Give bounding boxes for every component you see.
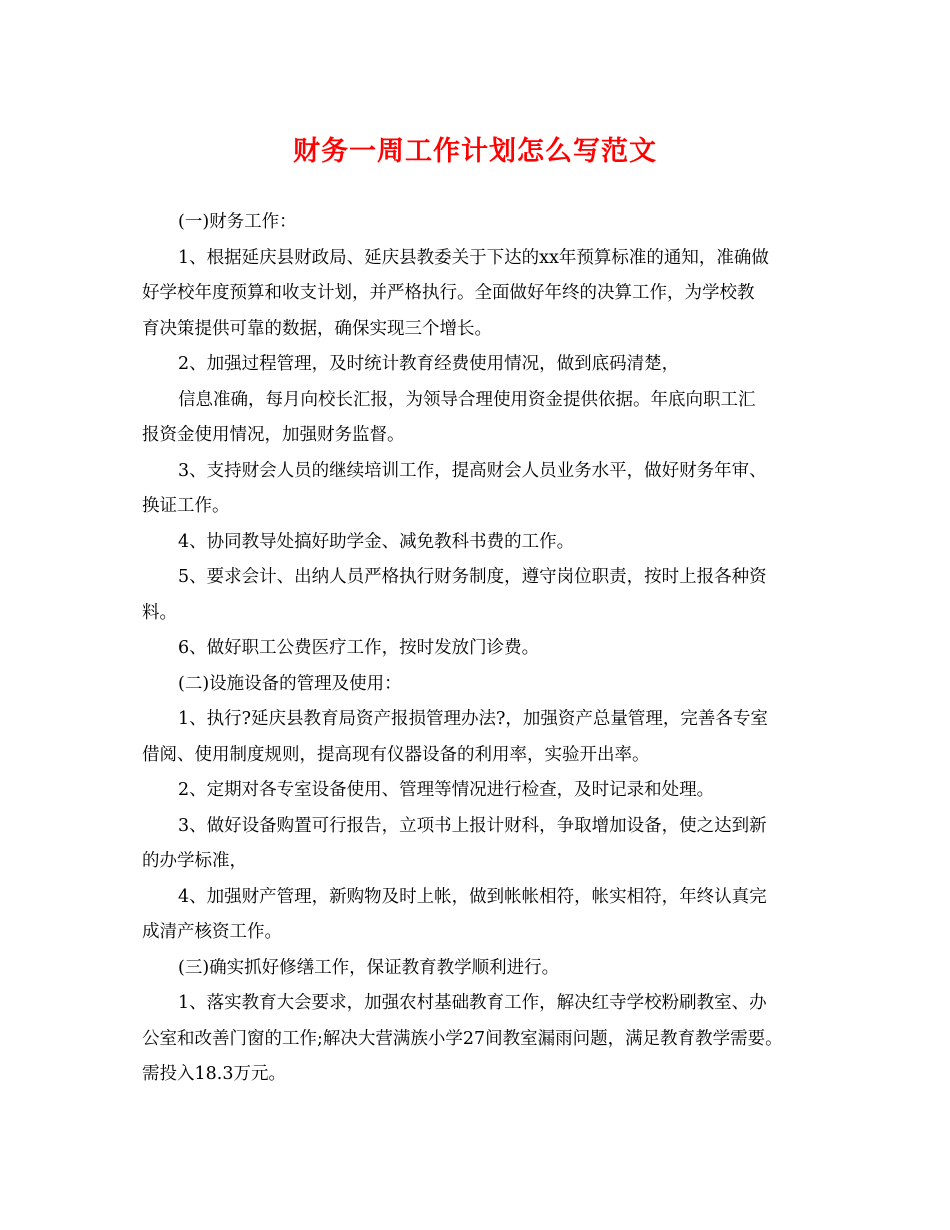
paragraph-line: 3、支持财会人员的继续培训工作，提高财会人员业务水平，做好财务年审、 [178, 460, 767, 481]
paragraph-line: 1、执行?延庆县教育局资产报损管理办法?，加强资产总量管理，完善各专室 [178, 709, 768, 729]
paragraph [142, 383, 832, 454]
paragraph [142, 809, 832, 880]
paragraph-line: 2、加强过程管理，及时统计教育经费使用情况，做到底码清楚， [178, 354, 680, 374]
paragraph [142, 986, 832, 1093]
paragraph [142, 702, 832, 773]
paragraph-line: (二)设施设备的管理及使用： [178, 673, 402, 694]
paragraph-line: 5、要求会计、出纳人员严格执行财务制度，遵守岗位职责，按时上报各种资 [178, 567, 767, 587]
paragraph-line: (三)确实抓好修缮工作，保证教育教学顺利进行。 [178, 957, 560, 978]
paragraph [142, 880, 832, 951]
paragraph-line: 换证工作。 [142, 496, 230, 516]
paragraph-line: 3、做好设备购置可行报告，立项书上报计财科，争取增加设备，使之达到新 [178, 815, 767, 836]
paragraph-line: 1、根据延庆县财政局、延庆县教委关于下达的xx年预算标准的通知，准确做 [178, 247, 769, 268]
document-title: 财务一周工作计划怎么写范文 [293, 136, 657, 167]
paragraph-line: 料。 [142, 602, 177, 623]
document-body [142, 205, 832, 1093]
paragraph [142, 951, 832, 987]
paragraph-line: 报资金使用情况，加强财务监督。 [142, 425, 405, 445]
paragraph-line: 公室和改善门窗的工作;解决大营满族小学27间教室漏雨问题，满足教育教学需要。 [142, 1028, 783, 1049]
paragraph-line: 6、做好职工公费医疗工作，按时发放门诊费。 [178, 638, 540, 658]
paragraph-line: 2、定期对各专室设备使用、管理等情况进行检查，及时记录和处理。 [178, 780, 715, 800]
paragraph [142, 667, 832, 703]
paragraph-line: 育决策提供可靠的数据，确保实现三个增长。 [142, 318, 492, 339]
paragraph [142, 773, 832, 809]
paragraph [142, 525, 832, 561]
paragraph [142, 347, 832, 383]
paragraph [142, 241, 832, 348]
paragraph-line: 4、加强财产管理，新购物及时上帐，做到帐帐相符，帐实相符，年终认真完 [178, 886, 767, 907]
paragraph-line: 4、协同教导处搞好助学金、减免教科书费的工作。 [178, 531, 575, 552]
paragraph-line: 好学校年度预算和收支计划，并严格执行。全面做好年终的决算工作，为学校教 [142, 283, 755, 303]
paragraph-line: (一)财务工作： [178, 212, 297, 232]
paragraph [142, 205, 832, 241]
paragraph [142, 631, 832, 667]
paragraph [142, 560, 832, 631]
paragraph-line: 需投入18.3万元。 [142, 1064, 286, 1084]
paragraph-line: 1、落实教育大会要求，加强农村基础教育工作，解决红寺学校粉刷教室、办 [178, 993, 767, 1013]
paragraph [142, 454, 832, 525]
paragraph-line: 成清产核资工作。 [142, 922, 282, 942]
paragraph-line: 的办学标准， [142, 851, 247, 871]
paragraph-line: 借阅、使用制度规则，提高现有仪器设备的利用率，实验开出率。 [142, 744, 650, 765]
paragraph-line: 信息准确，每月向校长汇报，为领导合理使用资金提供依据。年底向职工汇 [178, 389, 756, 410]
